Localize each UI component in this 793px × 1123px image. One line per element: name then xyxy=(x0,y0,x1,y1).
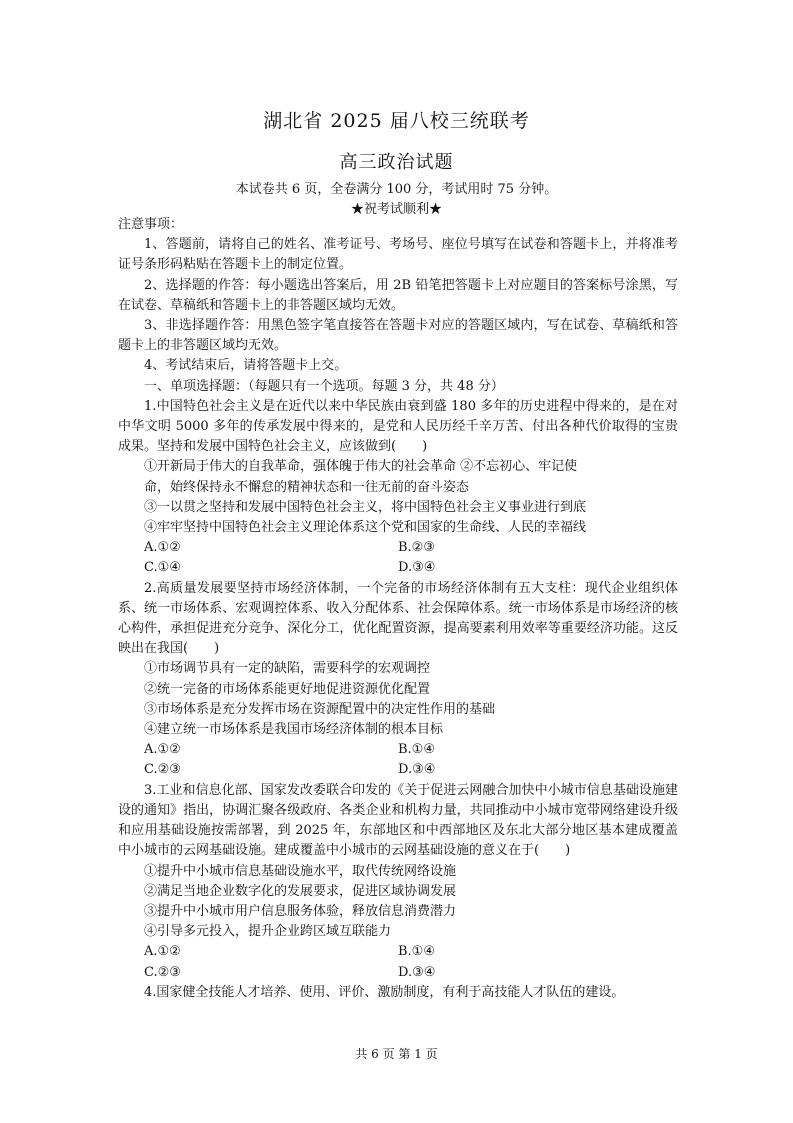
question-2-choices xyxy=(118,740,678,780)
question-1-choices xyxy=(118,538,678,578)
section-heading: 一、单项选择题：（每题只有一个选项。每题 3 分，共 48 分） xyxy=(144,378,504,394)
exam-content xyxy=(118,215,678,1003)
page-footer: 共 6 页 第 1 页 xyxy=(355,1047,438,1061)
question-2-option-2: ②统一完备的市场体系能更好地促进资源优化配置 xyxy=(144,681,431,697)
question-2-option-1: ①市场调节具有一定的缺陷，需要科学的宏观调控 xyxy=(144,661,431,677)
question-1-option-4: ④牢牢坚持中国特色社会主义理论体系这个党和国家的生命线、人民的幸福线 xyxy=(144,520,587,536)
question-3-choice-d: D.③④ xyxy=(398,964,436,980)
question-4-stem: 4.国家健全技能人才培养、使用、评价、激励制度，有利于高技能人才队伍的建设。 xyxy=(144,984,625,1000)
notice-item-3: 3、非选择题作答：用黑色签字笔直接答在答题卡对应的答题区域内，写在试卷、草稿纸和答题卡上的非答题区域均无效。 xyxy=(118,318,678,354)
question-2-option-3: ③市场体系是充分发挥市场在资源配置中的决定性作用的基础 xyxy=(144,701,496,717)
question-2-choice-c: C.②③ xyxy=(144,762,181,778)
question-3-choice-b: B.①④ xyxy=(398,944,435,960)
question-1-option-3: ③一以贯之坚持和发展中国特色社会主义，将中国特色社会主义事业进行到底 xyxy=(144,499,587,515)
question-1-choice-b: B.②③ xyxy=(398,540,435,556)
question-3-option-1: ①提升中小城市信息基础设施水平，取代传统网络设施 xyxy=(144,863,457,879)
question-1-option-1-cont: 命，始终保持永不懈怠的精神状态和一往无前的奋斗姿态 xyxy=(144,479,470,495)
question-2-choice-d: D.③④ xyxy=(398,762,436,778)
notice-heading: 注意事项： xyxy=(118,217,184,232)
question-3-choice-a: A.①② xyxy=(144,944,181,960)
question-3-stem: 3.工业和信息化部、国家发改委联合印发的《关于促进云网融合加快中小城市信息基础设施建设的通知》指出，协调汇聚各级政府、各类企业和机构力量，共同推动中小城市宽带网络建设升级和应用基础设施按需部署，到 2025 年，东部地区和中西部地区及东北大部分地区基本建成覆盖中小城市的云网基础设施。建成覆盖中小城市的云网基础设施的意义在于( ) xyxy=(118,782,678,859)
question-3-choice-c: C.②③ xyxy=(144,964,181,980)
exam-meta: 本试卷共 6 页，全卷满分 100 分，考试用时 75 分钟。 xyxy=(235,182,558,197)
question-1-choice-a: A.①② xyxy=(144,540,181,556)
question-3-option-2: ②满足当地企业数字化的发展要求，促进区域协调发展 xyxy=(144,883,457,899)
exam-title: 湖北省 2025 届八校三统联考 xyxy=(263,110,530,132)
notice-item-1: 1、答题前，请将自己的姓名、准考证号、考场号、座位号填写在试卷和答题卡上，并将准考证号条形码粘贴在答题卡上的制定位置。 xyxy=(118,237,678,273)
exam-wish: ★祝考试顺利★ xyxy=(350,202,442,217)
exam-subtitle: 高三政治试题 xyxy=(339,152,454,173)
question-2-choice-a: A.①② xyxy=(144,742,181,758)
question-2-option-4: ④建立统一市场体系是我国市场经济体制的根本目标 xyxy=(144,722,444,738)
question-1-stem: 1.中国特色社会主义是在近代以来中华民族由衰到盛 180 多年的历史进程中得来的，是在对中华文明 5000 多年的传承发展中得来的，是党和人民历经千辛万苦、付出各种代价取得的宝贵成果。坚持和发展中国特色社会主义，应该做到( ) xyxy=(118,398,678,455)
question-3-choices xyxy=(118,942,678,982)
question-3-option-4: ④引导多元投入，提升企业跨区域互联能力 xyxy=(144,924,392,940)
question-1-option-1: ①开新局于伟大的自我革命，强体魄于伟大的社会革命 ②不忘初心、牢记使 xyxy=(144,459,578,475)
question-2-choice-b: B.①④ xyxy=(398,742,435,758)
question-1-choice-c: C.①④ xyxy=(144,560,181,576)
notice-item-4: 4、考试结束后，请将答题卡上交。 xyxy=(144,358,348,374)
notice-item-2: 2、选择题的作答：每小题选出答案后，用 2B 铅笔把答题卡上对应题目的答案标号涂黑，写在试卷、草稿纸和答题卡上的非答题区域均无效。 xyxy=(118,277,678,313)
question-3-option-3: ③提升中小城市用户信息服务体验，释放信息消费潜力 xyxy=(144,903,457,919)
question-2-stem: 2.高质量发展要坚持市场经济体制，一个完备的市场经济体制有五大支柱：现代企业组织体系、统一市场体系、宏观调控体系、收入分配体系、社会保障体系。统一市场体系是市场经济的核心构件，承担促进充分竞争、深化分工，优化配置资源，提高要素利用效率等重要经济功能。这反映出在我国( ) xyxy=(118,580,678,657)
question-1-choice-d: D.③④ xyxy=(398,560,436,576)
